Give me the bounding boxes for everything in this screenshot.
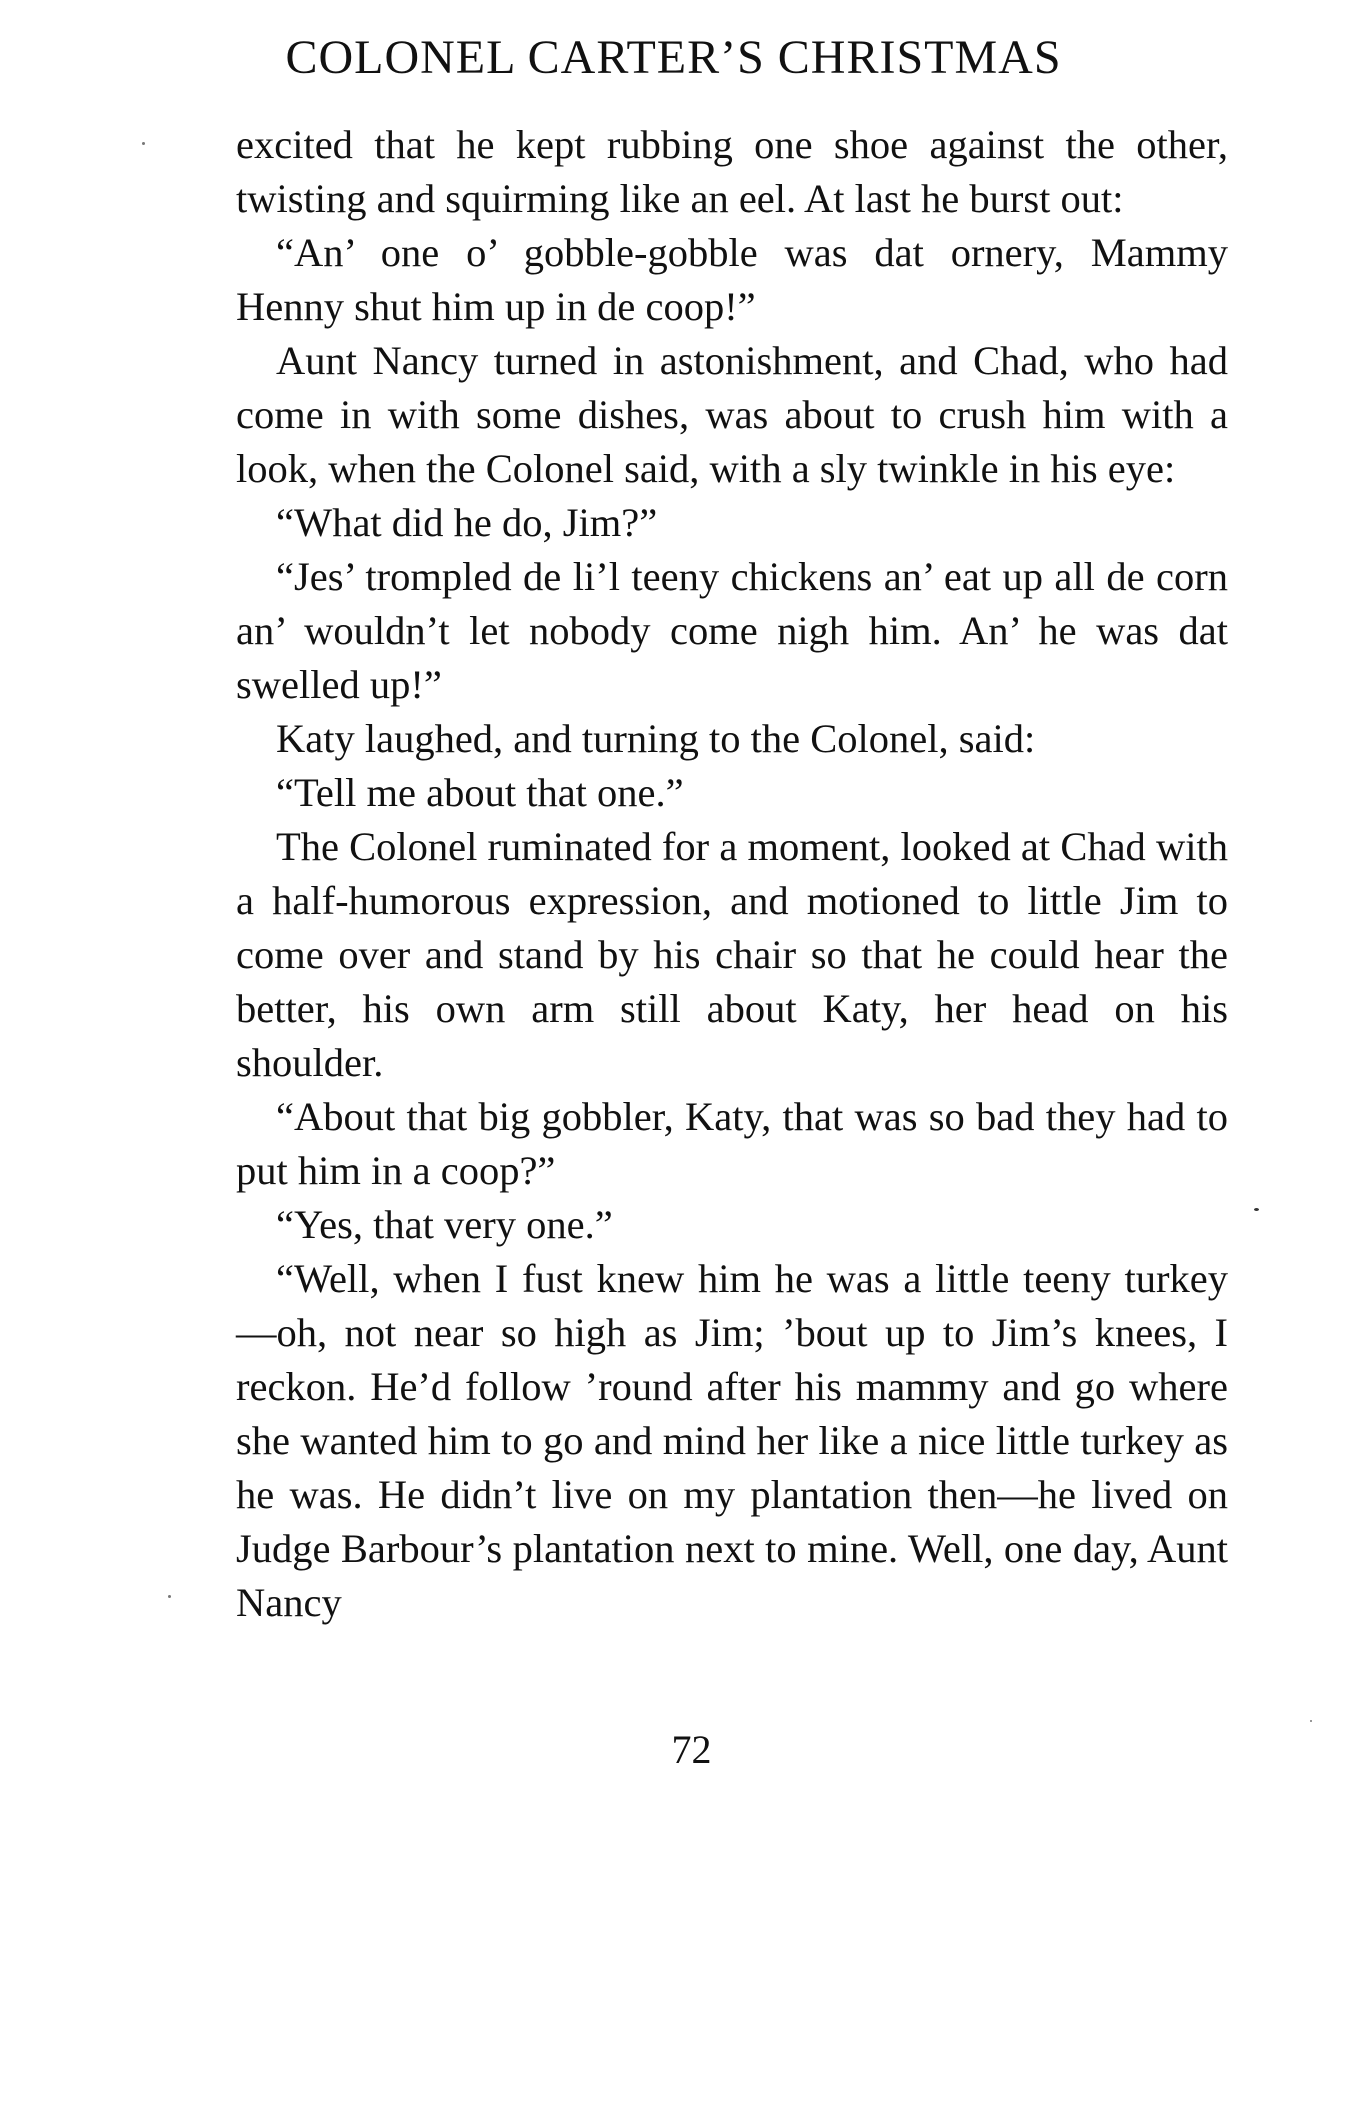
paragraph-5: “Jes’ trompled de li’l teeny chickens an’ eat up all de corn an’ wouldn’t let nobody come nigh him. An’ he was dat swelled up!”: [236, 554, 1228, 707]
paragraph-11: “Well, when I fust knew him he was a little teeny turkey—oh, not near so high as Jim; ’bout up to Jim’s knees, I reckon. He’d follow ’round after his mammy and go where she wanted him to go and mind her like a nice little turkey as he was. He didn’t live on my plantation then—he lived on Judge Barbour’s plantation next to mine. Well, one day, Aunt Nancy: [236, 1256, 1228, 1625]
margin-speck: [1254, 1208, 1259, 1211]
paragraph-8: The Colonel ruminated for a moment, looked at Chad with a half-humorous expression, and motioned to little Jim to come over and stand by his chair so that he could hear the better, his own arm still about Katy, her head on his shoulder.: [236, 824, 1228, 1085]
body-text: [236, 118, 1228, 1630]
paragraph-4: “What did he do, Jim?”: [276, 500, 658, 545]
margin-speck: [142, 142, 145, 145]
page-number: 72: [671, 1727, 712, 1772]
paragraph-3: Aunt Nancy turned in astonishment, and Chad, who had come in with some dishes, was about to crush him with a look, when the Colonel said, with a sly twinkle in his eye:: [236, 338, 1228, 491]
paragraph-10: “Yes, that very one.”: [276, 1202, 613, 1247]
paragraph-9: “About that big gobbler, Katy, that was so bad they had to put him in a coop?”: [236, 1094, 1228, 1193]
paragraph-2: “An’ one o’ gobble-gobble was dat ornery, Mammy Henny shut him up in de coop!”: [236, 230, 1228, 329]
margin-speck: [1310, 1720, 1312, 1722]
running-title: COLONEL CARTER’S CHRISTMAS: [285, 31, 1062, 84]
paragraph-7: “Tell me about that one.”: [276, 770, 684, 815]
paragraph-6: Katy laughed, and turning to the Colonel, said:: [276, 716, 1036, 761]
margin-speck: [168, 1595, 171, 1598]
paragraph-1: excited that he kept rubbing one shoe against the other, twisting and squirming like an eel. At last he burst out:: [236, 122, 1228, 221]
